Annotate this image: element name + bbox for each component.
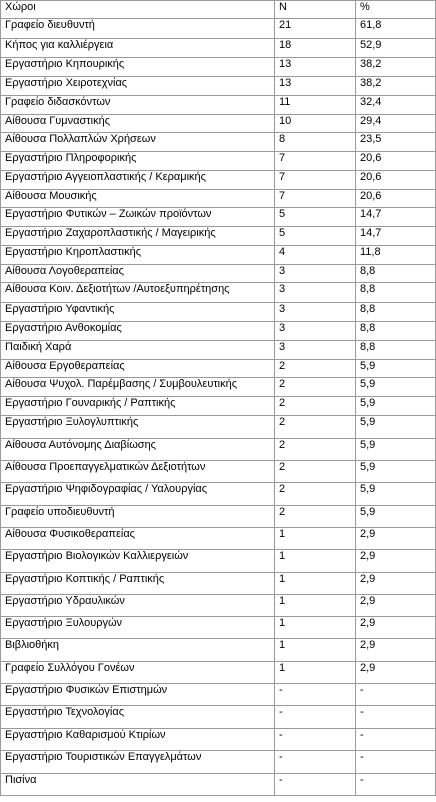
table-row xyxy=(1,96,436,115)
cell-percent: 52,9 xyxy=(356,39,436,58)
cell-room: Γραφείο διδασκόντων xyxy=(1,96,275,115)
table-row xyxy=(1,397,436,416)
table-row xyxy=(1,208,436,227)
cell-n: - xyxy=(275,751,356,774)
cell-percent: 14,7 xyxy=(356,227,436,246)
cell-percent: - xyxy=(356,774,436,796)
table-row xyxy=(1,19,436,39)
cell-room: Εργαστήριο Υφαντικής xyxy=(1,303,275,322)
cell-n: 5 xyxy=(275,227,356,246)
cell-room: Πισίνα xyxy=(1,774,275,796)
table-row xyxy=(1,39,436,58)
table-row xyxy=(1,378,436,397)
cell-room: Εργαστήριο Φυτικών – Ζωικών προϊόντων xyxy=(1,208,275,227)
table-row xyxy=(1,322,436,341)
cell-room: Αίθουσα Αυτόνομης Διαβίωσης xyxy=(1,439,275,461)
table-row xyxy=(1,439,436,461)
table-row xyxy=(1,283,436,303)
cell-room: Αίθουσα Κοιν. Δεξιοτήτων /Αυτοεξυπηρέτησης xyxy=(1,283,275,303)
table-row xyxy=(1,461,436,483)
cell-n: - xyxy=(275,729,356,751)
table-row xyxy=(1,190,436,208)
cell-percent: 20,6 xyxy=(356,152,436,171)
table-row xyxy=(1,227,436,246)
cell-room: Εργαστήριο Κοπτικής / Ραπτικής xyxy=(1,573,275,595)
cell-percent: 14,7 xyxy=(356,208,436,227)
cell-room: Εργαστήριο Αγγειοπλαστικής / Κεραμικής xyxy=(1,171,275,190)
cell-room: Εργαστήριο Ανθοκομίας xyxy=(1,322,275,341)
table-row xyxy=(1,662,436,684)
cell-percent: 2,9 xyxy=(356,595,436,617)
table-row xyxy=(1,416,436,439)
cell-n: 3 xyxy=(275,341,356,360)
table-row xyxy=(1,639,436,662)
table-row xyxy=(1,360,436,378)
cell-percent: 8,8 xyxy=(356,303,436,322)
table-body xyxy=(1,1,436,796)
cell-percent: 38,2 xyxy=(356,58,436,77)
cell-n: 2 xyxy=(275,461,356,483)
cell-room: Εργαστήριο Κηπουρικής xyxy=(1,58,275,77)
cell-n: 13 xyxy=(275,58,356,77)
cell-room: Εργαστήριο Κηροπλαστικής xyxy=(1,246,275,265)
cell-n: 2 xyxy=(275,397,356,416)
cell-room: Αίθουσα Ψυχολ. Παρέμβασης / Συμβουλευτικής xyxy=(1,378,275,397)
cell-room: Αίθουσα Λογοθεραπείας xyxy=(1,265,275,283)
cell-percent: 8,8 xyxy=(356,322,436,341)
cell-n: 21 xyxy=(275,19,356,39)
cell-room: Εργαστήριο Πληροφορικής xyxy=(1,152,275,171)
header-rooms: Χώροι xyxy=(1,1,275,19)
table-row xyxy=(1,152,436,171)
cell-percent: 32,4 xyxy=(356,96,436,115)
cell-percent: - xyxy=(356,684,436,706)
table-row xyxy=(1,483,436,506)
cell-room: Γραφείο Συλλόγου Γονέων xyxy=(1,662,275,684)
cell-n: 18 xyxy=(275,39,356,58)
cell-room: Εργαστήριο Βιολογικών Καλλιεργειών xyxy=(1,550,275,573)
table-row xyxy=(1,617,436,639)
cell-room: Αίθουσα Φυσικοθεραπείας xyxy=(1,528,275,550)
cell-n: 8 xyxy=(275,133,356,152)
cell-n: 2 xyxy=(275,506,356,528)
cell-percent: 2,9 xyxy=(356,573,436,595)
table-row xyxy=(1,684,436,706)
cell-room: Αίθουσα Προεπαγγελματικών Δεξιοτήτων xyxy=(1,461,275,483)
cell-percent: 5,9 xyxy=(356,416,436,439)
cell-percent: 2,9 xyxy=(356,639,436,662)
cell-percent: 2,9 xyxy=(356,528,436,550)
table-row xyxy=(1,246,436,265)
cell-room: Εργαστήριο Φυσικών Επιστημών xyxy=(1,684,275,706)
table-row xyxy=(1,58,436,77)
cell-n: 1 xyxy=(275,528,356,550)
cell-room: Εργαστήριο Υδραυλικών xyxy=(1,595,275,617)
cell-n: 10 xyxy=(275,115,356,133)
cell-room: Εργαστήριο Ζαχαροπλαστικής / Μαγειρικής xyxy=(1,227,275,246)
cell-room: Αίθουσα Γυμναστικής xyxy=(1,115,275,133)
cell-n: 2 xyxy=(275,483,356,506)
header-row xyxy=(1,1,436,19)
cell-n: - xyxy=(275,684,356,706)
table-row xyxy=(1,171,436,190)
cell-room: Γραφείο υποδιευθυντή xyxy=(1,506,275,528)
cell-room: Εργαστήριο Ξυλουργών xyxy=(1,617,275,639)
cell-n: 4 xyxy=(275,246,356,265)
cell-room: Βιβλιοθήκη xyxy=(1,639,275,662)
cell-room: Παιδική Χαρά xyxy=(1,341,275,360)
cell-n: 5 xyxy=(275,208,356,227)
cell-n: 1 xyxy=(275,595,356,617)
cell-n: 2 xyxy=(275,416,356,439)
table-row xyxy=(1,774,436,796)
cell-percent: 2,9 xyxy=(356,550,436,573)
table-row xyxy=(1,77,436,96)
table-row xyxy=(1,751,436,774)
cell-n: 2 xyxy=(275,378,356,397)
header-percent: % xyxy=(356,1,436,19)
table-row xyxy=(1,115,436,133)
cell-percent: - xyxy=(356,706,436,729)
table-row xyxy=(1,729,436,751)
cell-n: 3 xyxy=(275,303,356,322)
cell-percent: 5,9 xyxy=(356,397,436,416)
cell-room: Εργαστήριο Χειροτεχνίας xyxy=(1,77,275,96)
table-row xyxy=(1,133,436,152)
cell-n: - xyxy=(275,774,356,796)
cell-percent: 20,6 xyxy=(356,171,436,190)
cell-room: Εργαστήριο Ψηφιδογραφίας / Υαλουργίας xyxy=(1,483,275,506)
cell-percent: 23,5 xyxy=(356,133,436,152)
table-row xyxy=(1,706,436,729)
cell-n: 1 xyxy=(275,550,356,573)
cell-percent: 29,4 xyxy=(356,115,436,133)
table-row xyxy=(1,341,436,360)
cell-n: 1 xyxy=(275,573,356,595)
cell-percent: 38,2 xyxy=(356,77,436,96)
cell-n: 7 xyxy=(275,190,356,208)
cell-percent: - xyxy=(356,729,436,751)
table-row xyxy=(1,265,436,283)
cell-percent: 5,9 xyxy=(356,439,436,461)
cell-percent: 8,8 xyxy=(356,265,436,283)
cell-room: Εργαστήριο Ξυλογλυπτικής xyxy=(1,416,275,439)
cell-percent: 8,8 xyxy=(356,341,436,360)
cell-room: Κήπος για καλλιέργεια xyxy=(1,39,275,58)
cell-percent: 5,9 xyxy=(356,461,436,483)
cell-n: 2 xyxy=(275,439,356,461)
cell-n: 7 xyxy=(275,152,356,171)
cell-n: 7 xyxy=(275,171,356,190)
header-n: Ν xyxy=(275,1,356,19)
cell-percent: 11,8 xyxy=(356,246,436,265)
cell-percent: 5,9 xyxy=(356,360,436,378)
cell-n: 3 xyxy=(275,283,356,303)
cell-percent: 5,9 xyxy=(356,483,436,506)
cell-n: 1 xyxy=(275,639,356,662)
cell-n: 2 xyxy=(275,360,356,378)
cell-percent: 20,6 xyxy=(356,190,436,208)
cell-percent: 5,9 xyxy=(356,378,436,397)
cell-room: Εργαστήριο Γουναρικής / Ραπτικής xyxy=(1,397,275,416)
table-row xyxy=(1,595,436,617)
cell-percent: 8,8 xyxy=(356,283,436,303)
cell-n: 1 xyxy=(275,617,356,639)
cell-room: Γραφείο διευθυντή xyxy=(1,19,275,39)
cell-percent: 2,9 xyxy=(356,617,436,639)
cell-n: 3 xyxy=(275,322,356,341)
table-row xyxy=(1,550,436,573)
cell-n: 11 xyxy=(275,96,356,115)
cell-percent: 61,8 xyxy=(356,19,436,39)
cell-room: Εργαστήριο Τεχνολογίας xyxy=(1,706,275,729)
table-row xyxy=(1,573,436,595)
table-row xyxy=(1,506,436,528)
cell-room: Αίθουσα Εργοθεραπείας xyxy=(1,360,275,378)
table-row xyxy=(1,528,436,550)
table-row xyxy=(1,303,436,322)
cell-n: 13 xyxy=(275,77,356,96)
cell-room: Εργαστήριο Τουριστικών Επαγγελμάτων xyxy=(1,751,275,774)
cell-n: 1 xyxy=(275,662,356,684)
cell-percent: - xyxy=(356,751,436,774)
cell-percent: 2,9 xyxy=(356,662,436,684)
cell-percent: 5,9 xyxy=(356,506,436,528)
cell-n: 3 xyxy=(275,265,356,283)
cell-n: - xyxy=(275,706,356,729)
cell-room: Αίθουσα Μουσικής xyxy=(1,190,275,208)
cell-room: Εργαστήριο Καθαρισμού Κτιρίων xyxy=(1,729,275,751)
cell-room: Αίθουσα Πολλαπλών Χρήσεων xyxy=(1,133,275,152)
